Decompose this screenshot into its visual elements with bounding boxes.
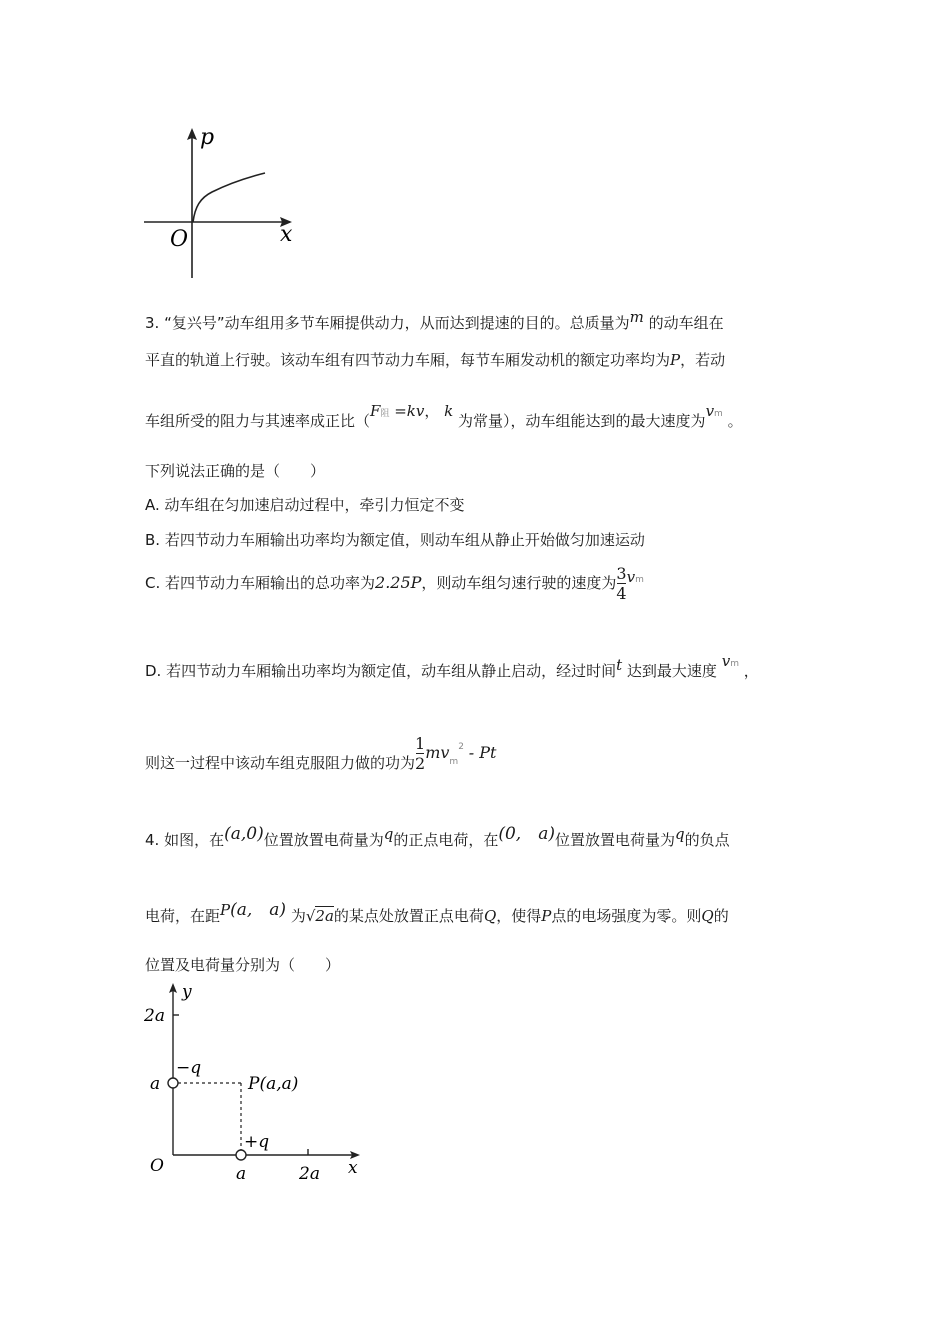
q3-sub-m: m bbox=[730, 659, 739, 669]
graph-p-vs-x bbox=[140, 122, 310, 284]
q4-text: 为 bbox=[290, 907, 306, 925]
q4-var-q: q bbox=[383, 825, 394, 843]
point-p-label: P(a,a) bbox=[248, 1074, 299, 1094]
sqrt-symbol: √ bbox=[305, 907, 316, 925]
q3-minus-Pt: - Pt bbox=[468, 743, 497, 762]
q4-var-q: q bbox=[675, 825, 685, 843]
q4-coord-0a: (0, a) bbox=[498, 824, 555, 844]
q4-coord-aa: (a, a) bbox=[230, 900, 287, 920]
q4-var-P: P bbox=[541, 907, 552, 925]
q4-text: ，使得 bbox=[496, 907, 542, 925]
q3-text: ， bbox=[424, 402, 440, 420]
q3-stem bbox=[145, 460, 325, 481]
q4-text: 位置放置电荷量为 bbox=[263, 831, 384, 849]
origin-label: O bbox=[170, 227, 189, 252]
graph-charges bbox=[140, 975, 370, 1190]
q3-text: 平直的轨道上行驶。该动车组有四节动力车厢，每节车厢发动机的额定功率均为 bbox=[145, 351, 671, 369]
y-tick-label-a: a bbox=[150, 1074, 161, 1094]
q3-var-v: v bbox=[721, 652, 731, 670]
q3-line1 bbox=[145, 308, 724, 333]
q4-line3 bbox=[145, 954, 340, 975]
q4-text: 的 bbox=[713, 907, 729, 925]
y-axis-label: y bbox=[182, 982, 192, 1002]
x-tick-label-2a: 2a bbox=[299, 1164, 320, 1184]
q4-text: 的正点电荷，在 bbox=[393, 831, 499, 849]
q3-option-b-text: B. 若四节动力车厢输出功率均为额定值，则动车组从静止开始做匀加速运动 bbox=[145, 531, 645, 549]
fraction-numerator: 3 bbox=[616, 564, 627, 583]
q3-var-v: v bbox=[705, 402, 715, 420]
q3-var-mv: mv bbox=[425, 743, 450, 762]
x-axis-label: x bbox=[348, 1158, 358, 1178]
q3-var-v: v bbox=[626, 568, 636, 586]
q3-text: 车组所受的阻力与其速率成正比（ bbox=[145, 412, 371, 430]
q3-text: ，则动车组匀速行驶的速度为 bbox=[421, 574, 617, 592]
x-tick-label-a: a bbox=[236, 1164, 247, 1184]
q4-var-Q: Q bbox=[483, 907, 497, 925]
q3-option-c bbox=[145, 564, 644, 603]
negative-charge-marker bbox=[168, 1078, 178, 1088]
fraction-3-4 bbox=[616, 564, 626, 603]
q3-sub-m: m bbox=[635, 575, 644, 585]
negative-charge-label: −q bbox=[176, 1058, 202, 1078]
q3-text: C. 若四节动力车厢输出的总功率为 bbox=[145, 574, 376, 592]
q4-sqrt-2a: 2a bbox=[315, 907, 334, 925]
q3-sub-m: m bbox=[714, 409, 723, 419]
q3-sub-m: m bbox=[449, 757, 459, 767]
fraction-numerator: 1 bbox=[415, 734, 426, 753]
p-curve bbox=[193, 173, 265, 222]
q3-text: 达到最大速度 bbox=[626, 662, 717, 680]
q4-var-Q: Q bbox=[701, 907, 714, 925]
q3-var-t: t bbox=[616, 656, 623, 674]
q4-text: 位置放置电荷量为 bbox=[554, 831, 675, 849]
q3-text: D. 若四节动力车厢输出功率均为额定值，动车组从静止启动，经过时间 bbox=[145, 662, 617, 680]
positive-charge-label: +q bbox=[244, 1132, 270, 1152]
q3-var-P: P bbox=[670, 351, 681, 369]
q3-text: 。 bbox=[727, 412, 743, 430]
q3-option-a-text: A. 动车组在匀加速启动过程中，牵引力恒定不变 bbox=[145, 496, 465, 514]
q4-text: 的某点处放置正点电荷 bbox=[333, 907, 484, 925]
q3-var-F: F bbox=[370, 402, 381, 420]
q3-line2 bbox=[145, 349, 725, 370]
q4-text: 电荷，在距 bbox=[145, 907, 221, 925]
q3-text: 则这一过程中该动车组克服阻力做的功为 bbox=[145, 754, 416, 772]
q3-var-k: k bbox=[444, 402, 454, 420]
q3-option-d-line2 bbox=[145, 734, 496, 773]
y-axis-label: p bbox=[200, 125, 215, 150]
q3-option-b bbox=[145, 529, 645, 550]
q3-value-2-25P: 2.25P bbox=[375, 573, 422, 592]
q3-text: 3. “复兴号”动车组用多节车厢提供动力，从而达到提速的目的。总质量为 bbox=[145, 314, 630, 332]
q3-text: 为常量），动车组能达到的最大速度为 bbox=[458, 412, 706, 430]
origin-label: O bbox=[150, 1156, 164, 1176]
q4-var-P: P bbox=[220, 901, 231, 919]
q4-stem-text: 位置及电荷量分别为（ ） bbox=[145, 956, 341, 974]
q4-text: 点的电场强度为零。则 bbox=[551, 907, 702, 925]
q3-text: ， bbox=[743, 662, 759, 680]
fraction-1-2 bbox=[415, 734, 425, 773]
q3-text: ，若动 bbox=[680, 351, 726, 369]
q4-coord-a0: (a,0) bbox=[224, 824, 264, 844]
y-tick-label-2a: 2a bbox=[144, 1006, 165, 1026]
q4-line2 bbox=[145, 901, 729, 926]
q3-sup-2: 2 bbox=[458, 742, 464, 752]
fraction-denominator: 2 bbox=[415, 754, 426, 773]
q3-sub-zu: 阻 bbox=[380, 409, 390, 419]
q4-text: 的负点 bbox=[684, 831, 730, 849]
q3-stem-text: 下列说法正确的是（ ） bbox=[145, 462, 326, 480]
q4-text: 4. 如图，在 bbox=[145, 831, 225, 849]
x-axis-label: x bbox=[280, 222, 293, 247]
q3-line3 bbox=[145, 402, 743, 431]
q3-var-m: m bbox=[629, 308, 644, 326]
q3-eq-kv: =kv bbox=[394, 402, 425, 420]
q3-option-d bbox=[145, 652, 759, 681]
q4-line1 bbox=[145, 825, 730, 850]
q3-option-a bbox=[145, 494, 465, 515]
fraction-denominator: 4 bbox=[616, 584, 627, 603]
q3-text: 的动车组在 bbox=[648, 314, 724, 332]
